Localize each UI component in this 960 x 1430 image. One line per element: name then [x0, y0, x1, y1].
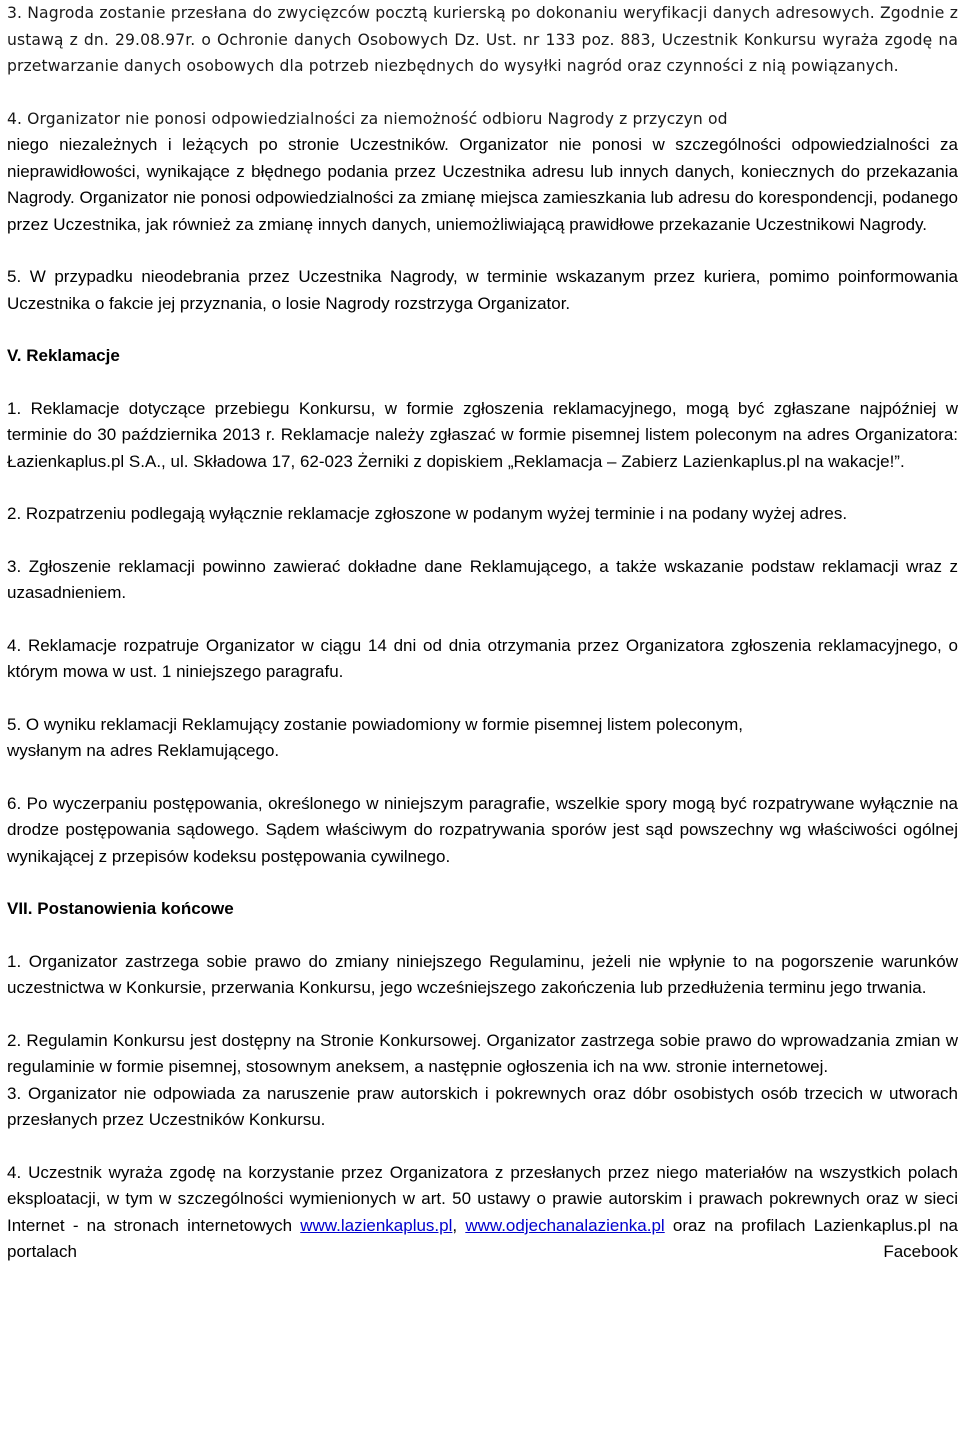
paragraph-vii-4 [7, 1160, 958, 1293]
section-heading-reklamacje: V. Reklamacje [7, 346, 120, 365]
paragraph-v-5 [7, 712, 958, 765]
paragraph-vii-4-separator: , [452, 1215, 458, 1235]
paragraph-vii-2: 2. Regulamin Konkursu jest dostępny na Stronie Konkursowej. Organizator zastrzega sobie prawo do wprowadzania zmian w regulaminie w formie pisemnej, stosownym aneksem, a następnie ogłoszenia ich na ww. stronie internetowej. [7, 1030, 958, 1076]
paragraph-iv-4-line1: 4. Organizator nie ponosi odpowiedzialności za niemożność odbioru Nagrody z przyczyn od [7, 109, 728, 128]
paragraph-v-3: 3. Zgłoszenie reklamacji powinno zawierać dokładne dane Reklamującego, a także wskazanie podstaw reklamacji wraz z uzasadnieniem. [7, 556, 958, 602]
paragraph-iv-4-line2: niego niezależnych i leżących po stronie Uczestników. [7, 135, 449, 154]
paragraph-iv-5: 5. W przypadku nieodebrania przez Uczestnika Nagrody, w terminie wskazanym przez kuriera, pomimo poinformowania Uczestnika o fakcie jej przyznania, o losie Nagrody rozstrzyga Organizator. [7, 267, 958, 313]
paragraph-v-2: 2. Rozpatrzeniu podlegają wyłącznie reklamacje zgłoszone w podanym wyżej terminie i na podany wyżej adres. [7, 504, 848, 523]
section-heading-postanowienia: VII. Postanowienia końcowe [7, 899, 234, 918]
paragraph-vii-4-text: 4. Uczestnik wyraża zgodę na korzystanie przez Organizatora z przesłanych przez niego materiałów na wszystkich polach eksploatacji, w tym w szczególności wymienionych w art. 50 ustawy o prawie autorskim i prawach pokrewnych oraz w sieci Internet - na stronach internetowych [7, 1162, 958, 1235]
document-page [7, 0, 958, 1292]
paragraph-vii-4-text-end: oraz na profilach Lazienkaplus.pl na portalach Facebook [7, 1215, 958, 1261]
paragraph-iv-4-rest: Organizator nie ponosi w szczególności odpowiedzialności za nieprawidłowości, wynikające z błędnego podania przez Uczestnika adresu lub innych danych, koniecznych do przekazania Nagrody. Organizator nie ponosi odpowiedzialności za zmianę miejsca zamieszkania lub adresu do korespondencji, podanego przez Uczestnika, jak również za zmianę innych danych, uniemożliwiającą prawidłowe przekazanie Uczestnikowi Nagrody. [7, 135, 958, 234]
paragraph-iv-4 [7, 106, 958, 239]
paragraph-v-4: 4. Reklamacje rozpatruje Organizator w ciągu 14 dni od dnia otrzymania przez Organizatora zgłoszenia reklamacyjnego, o którym mowa w ust. 1 niniejszego paragrafu. [7, 635, 958, 681]
link-odjechanalazienka[interactable]: www.odjechanalazienka.pl [465, 1215, 665, 1235]
paragraph-vii-3: 3. Organizator nie odpowiada za naruszenie praw autorskich i pokrewnych oraz dóbr osobistych osób trzecich w utworach przesłanych przez Uczestników Konkursu. [7, 1083, 958, 1129]
paragraph-iv-3: 3. Nagroda zostanie przesłana do zwycięzców pocztą kurierską po dokonaniu weryfikacji danych adresowych. Zgodnie z ustawą z dn. 29.08.97r. o Ochronie danych Osobowych Dz. Ust. nr 133 poz. 883, Uczestnik Konkursu wyraża zgodę na przetwarzanie danych osobowych dla potrzeb niezbędnych do wysyłki nagród oraz czynności z nią powiązanych. [7, 4, 958, 75]
link-lazienkaplus[interactable]: www.lazienkaplus.pl [300, 1215, 453, 1235]
paragraph-v-6: 6. Po wyczerpaniu postępowania, określonego w niniejszym paragrafie, wszelkie spory mogą być rozpatrywane wyłącznie na drodze postępowania sądowego. Sądem właściwym do rozpatrywania sporów jest sąd powszechny wg właściwości ogólnej wynikającej z przepisów kodeksu postępowania cywilnego. [7, 793, 958, 866]
paragraph-v-1: 1. Reklamacje dotyczące przebiegu Konkursu, w formie zgłoszenia reklamacyjnego, mogą być zgłaszane najpóźniej w terminie do 30 października 2013 r. Reklamacje należy zgłaszać w formie pisemnej listem poleconym na adres Organizatora: Łazienkaplus.pl S.A., ul. Składowa 17, 62-023 Żerniki z dopiskiem „Reklamacja – Zabierz Lazienkaplus.pl na wakacje!”. [7, 398, 958, 471]
paragraph-v-5-line2: wysłanym na adres Reklamującego. [7, 741, 280, 760]
paragraph-v-5-line1: 5. O wyniku reklamacji Reklamujący zostanie powiadomiony w formie pisemnej listem poleconym, [7, 714, 744, 734]
paragraph-vii-1: 1. Organizator zastrzega sobie prawo do zmiany niniejszego Regulaminu, jeżeli nie wpłynie to na pogorszenie warunków uczestnictwa w Konkursie, przerwania Konkursu, jego wcześniejszego zakończenia lub przedłużenia terminu jego trwania. [7, 951, 958, 997]
